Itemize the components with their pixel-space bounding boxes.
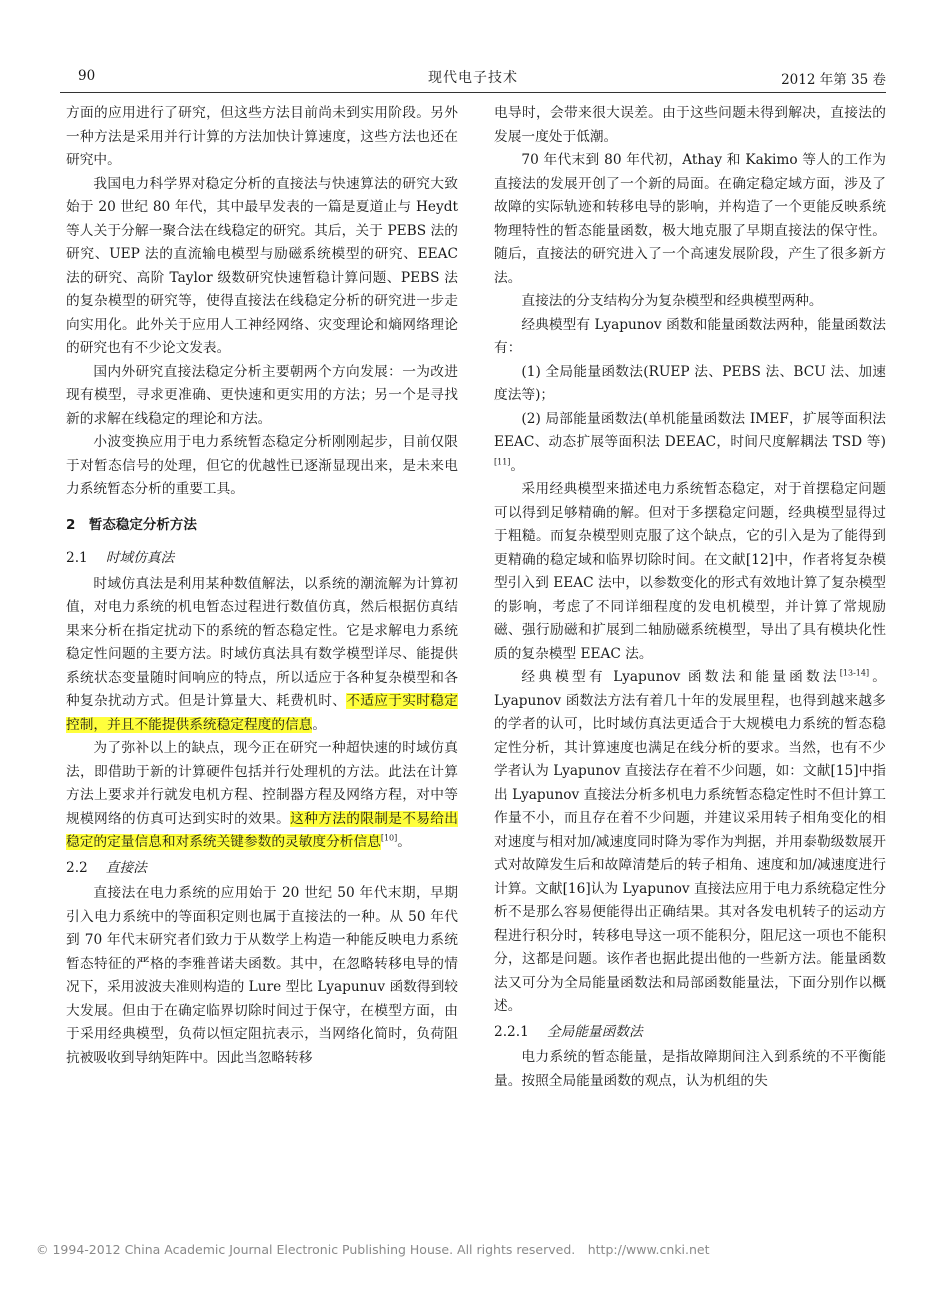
highlighted-text: 这种方法的限制是不易给出稳定的定量信息和对系统关键参数的灵敏度分析信息 [66, 810, 458, 850]
right-column [494, 102, 886, 1093]
header-rule [60, 92, 886, 93]
subsection-title: 全局能量函数法 [546, 1023, 643, 1040]
subsection-title: 时域仿真法 [105, 550, 175, 566]
text-run: 。 [312, 716, 327, 733]
paragraph: 经典模型有 Lyapunov 函数和能量函数法两种，能量函数法有： [494, 316, 886, 356]
paragraph: 小波变换应用于电力系统暂态稳定分析刚刚起步，目前仅限于对暂态信号的处理，但它的优越性已逐渐显现出来，是未来电力系统暂态分析的重要工具。 [66, 434, 458, 497]
paragraph: 直接法在电力系统的应用始于 20 世纪 50 年代末期，早期引入电力系统中的等面积定则也属于直接法的一种。从 50 年代到 70 年代末研究者们致力于从数学上构造一种能反映电力系统暂态特征的严格的李雅普诺夫函数。其中，在忽略转移电导的情况下，采用波波夫准则构造的 Lure 型比 Lyapunuv 函数得到较大发展。但由于在确定临界切除时间过于保守，在模型方面，由于采用经典模型，负荷以恒定阻抗表示，当网络化简时，负荷阻抗被吸收到导纳矩阵中。因此当忽略转移 [66, 885, 458, 1066]
copyright-footer: © 1994-2012 China Academic Journal Electronic Publishing House. All rights reserved. http://www.cnki.net [36, 1242, 710, 1257]
paragraph: 采用经典模型来描述电力系统暂态稳定，对于首摆稳定问题可以得到足够精确的解。但对于多摆稳定问题，经典模型显得过于粗糙。而复杂模型则克服了这个缺点，它的引入是为了能得到更精确的稳定域和临界切除时间。在文献[12]中，作者将复杂模型引入到 EEAC 法中，以参数变化的形式有效地计算了复杂模型的影响，考虑了不同详细程度的发电机模型，并计算了常规励磁、强行励磁和扩展到二轴励磁系统模型，导出了具有模块化性质的复杂模型 EEAC 法。 [494, 481, 886, 662]
paragraph [66, 737, 458, 855]
subsection-heading [66, 857, 458, 881]
citation: [11] [494, 456, 511, 466]
paragraph: 我国电力科学界对稳定分析的直接法与快速算法的研究大致始于 20 世纪 80 年代，其中最早发表的一篇是夏道止与 Heydt 等人关于分解一聚合法在线稳定的研究。其后，关于 PEBS 法的研究、UEP 法的直流输电模型与励磁系统模型的研究、EEAC 法的研究、高阶 Taylor 级数研究快速暂稳计算问题、PEBS 法的复杂模型的研究等，使得直接法在线稳定分析的研究进一步走向实用化。此外关于应用人工神经网络、灾变理论和熵网络理论的研究也有不少论文发表。 [66, 175, 458, 356]
journal-title: 现代电子技术 [428, 70, 518, 86]
paragraph: 国内外研究直接法稳定分析主要朝两个方向发展：一为改进现有模型，寻求更准确、更快速和更实用的方法；另一个是寻找新的求解在线稳定的理论和方法。 [66, 363, 458, 427]
paragraph [494, 666, 886, 1019]
citation: [10] [380, 833, 398, 843]
paragraph: 直接法的分支结构分为复杂模型和经典模型两种。 [521, 293, 823, 309]
text-run: 为了弥补以上的缺点，现今正在研究一种超快速的时域仿真法，即借助于新的计算硬件包括并行处理机的方法。此法在计算方法上要求并行就发电机方程、控制器方程及网络方程，对中等规模网络的仿真可达到实时的效果。 [66, 740, 458, 827]
text-run: 时域仿真法是利用某种数值解法，以系统的潮流解为计算初值，对电力系统的机电暂态过程进行数值仿真，然后根据仿真结果来分析在指定扰动下的系统的暂态稳定性。它是求解电力系统稳定性问题的主要方法。时域仿真法具有数学模型详尽、能提供系统状态变量随时间响应的特点，所以适应于各种复杂模型和各种复杂扰动方式。但是计算量大、耗费机时、 [66, 575, 458, 709]
subsection-title: 直接法 [105, 859, 147, 876]
list-item: (1) 全局能量函数法(RUEP 法、PEBS 法、BCU 法、加速度法等)； [494, 363, 886, 403]
left-column [66, 102, 458, 1070]
section-heading: 2 暂态稳定分析方法 [66, 516, 197, 533]
citation: [13-14] [839, 668, 870, 678]
text-run: 。Lyapunov 函数法方法有着几十年的发展里程，也得到越来越多的学者的认可，比时域仿真法更适合于大规模电力系统的暂态稳定性分析，其计算速度也满足在线分析的要求。当然，也有不少学者认为 Lyapunov 直接法存在着不少问题，如：文献[15]中指出 Lyapunov 直接法分析多机电力系统暂态稳定性时不但计算工作量不小，而且存在着不少问题，并建议采用转子相角变化的相对速度与相对加/减速度同时降为零作为判据，并用泰勒级数展开式对故障发生后和故障清楚后的转子相角、速度和加/减速度进行计算。文献[16]认为 Lyapunov 直接法应用于电力系统稳定性分析不是那么容易便能得出正确结果。其对各发电机转子的运动方程进行积分时，转移电导这一项不能积分，阻尼这一项也不能积分，这都是问题。该作者也据此提出他的一些新方法。能量函数法又可分为全局能量函数法和局部函数能量法，下面分别作以概述。 [494, 669, 886, 1014]
text-run: 经典模型有 Lyapunov 函数法和能量函数法 [521, 669, 840, 685]
list-item [494, 408, 886, 479]
paragraph: 70 年代末到 80 年代初，Athay 和 Kakimo 等人的工作为直接法的发展开创了一个新的局面。在确定稳定域方面，涉及了故障的实际轨迹和转移电导的影响，并构造了一个更能反映系统物理特性的暂态能量函数，极大地克服了早期直接法的保守性。随后，直接法的研究进入了一个高速发展阶段，产生了很多新方法。 [494, 152, 886, 286]
subsection-number: 2.1 [66, 550, 88, 566]
text-run: 。 [397, 834, 411, 850]
paragraph: 方面的应用进行了研究，但这些方法目前尚未到实用阶段。另外一种方法是采用并行计算的方法加快计算速度，这些方法也还在研究中。 [66, 105, 458, 168]
page-number: 90 [78, 68, 96, 84]
paragraph: 电力系统的暂态能量，是指故障期间注入到系统的不平衡能量。按照全局能量函数的观点，认为机组的失 [494, 1049, 886, 1089]
text-run: 。 [510, 457, 525, 474]
text-run: (2) 局部能量函数法(单机能量函数法 IMEF，扩展等面积法 EEAC、动态扩展等面积法 DEEAC，时间尺度解耦法 TSD 等) [494, 410, 886, 450]
subsection-number: 2.2 [66, 859, 88, 876]
paragraph: 电导时，会带来很大误差。由于这些问题未得到解决，直接法的发展一度处于低潮。 [494, 105, 886, 145]
running-header [60, 64, 886, 90]
paragraph [66, 573, 458, 738]
highlighted-text: 不适应于实时稳定控制，并且不能提供系统稳定程度的信息 [66, 693, 458, 733]
subsection-number: 2.2.1 [494, 1023, 529, 1040]
volume-info: 2012 年第 35 卷 [781, 72, 886, 88]
subsection-heading [494, 1021, 886, 1045]
subsection-heading [66, 547, 458, 571]
